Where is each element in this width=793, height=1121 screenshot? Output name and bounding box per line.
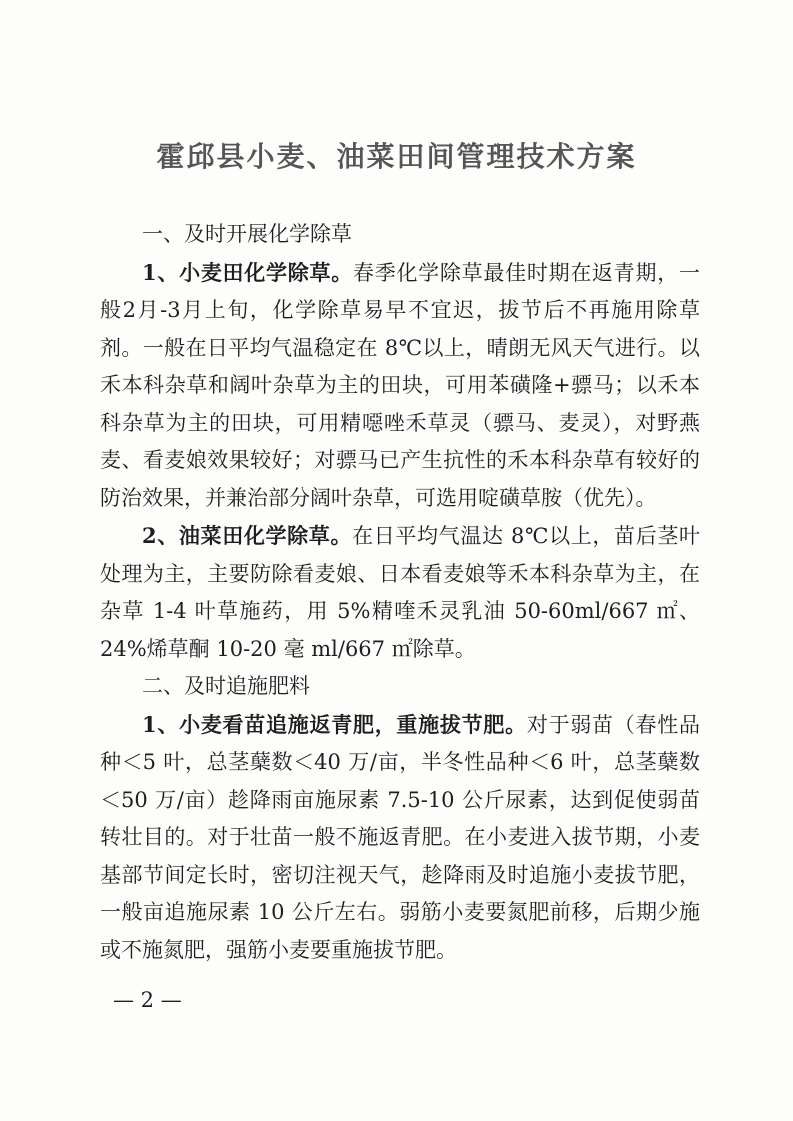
paragraph-lead: 1、小麦田化学除草。 — [142, 259, 353, 285]
paragraph-wheat-fertilizer — [100, 706, 700, 970]
paragraph-text: 春季化学除草最佳时期在返青期，一般2月-3月上旬，化学除草易早不宜迟，拔节后不再施用除草剂。一般在日平均气温稳定在 8℃以上，晴朗无风天气进行。以禾本科杂草和阔叶杂草为主的田块，可用苯磺隆+骠马；以禾本科杂草为主的田块，可用精噁唑禾草灵（骠马、麦灵），对野燕麦、看麦娘效果较好；对骠马已产生抗性的禾本科杂草有较好的防治效果，并兼治部分阔叶杂草，可选用啶磺草胺（优先）。 — [100, 260, 700, 510]
page-number: — 2 — — [113, 988, 182, 1012]
section-heading-2: 二、及时追施肥料 — [142, 674, 310, 698]
paragraph-wheat-herbicide — [100, 254, 700, 518]
paragraph-lead: 1、小麦看苗追施返青肥，重施拔节肥。 — [142, 711, 527, 737]
paragraph-rapeseed-herbicide — [100, 517, 700, 668]
document-title: 霍邱县小麦、油菜田间管理技术方案 — [156, 140, 637, 173]
section-heading-1: 一、及时开展化学除草 — [142, 222, 352, 246]
document-body — [100, 216, 700, 969]
paragraph-text: 在日平均气温达 8℃以上，苗后茎叶处理为主，主要防除看麦娘、日本看麦娘等禾本科杂草为主，在杂草 1-4 叶草施药，用 5%精喹禾灵乳油 50-60ml/667 ㎡、24%烯草酮 10-20 毫 ml/667 ㎡除草。 — [100, 524, 700, 661]
paragraph-text: 对于弱苗（春性品种＜5 叶，总茎蘖数＜40 万/亩，半冬性品种＜6 叶，总茎蘖数＜50 万/亩）趁降雨亩施尿素 7.5-10 公斤尿素，达到促使弱苗转壮目的。对于壮苗一般不施返青肥。在小麦进入拔节期，小麦基部节间定长时，密切注视天气，趁降雨及时追施小麦拔节肥，一般亩追施尿素 10 公斤左右。弱筋小麦要氮肥前移，后期少施或不施氮肥，强筋小麦要重施拔节肥。 — [100, 712, 700, 962]
paragraph-lead: 2、油菜田化学除草。 — [142, 523, 353, 548]
